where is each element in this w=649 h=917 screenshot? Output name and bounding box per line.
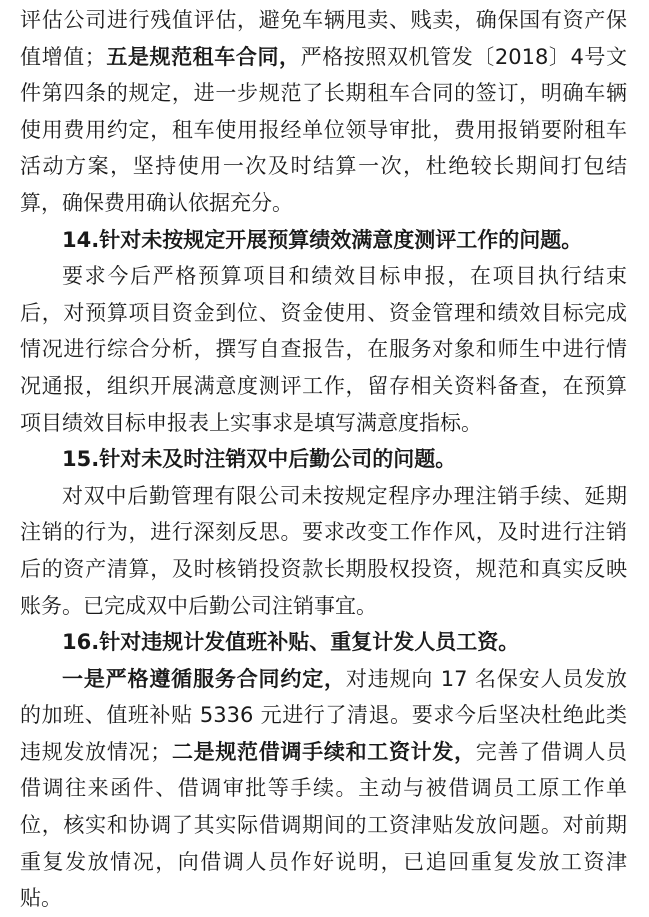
- paragraph-continued: [20, 2, 627, 222]
- section-heading-16: 16.针对违规计发值班补贴、重复计发人员工资。: [62, 630, 520, 655]
- bold-lead-phrase: 二是规范借调手续和工资计发，: [171, 739, 476, 764]
- paragraph-text: 评估公司进行残值评估，避免车辆甩卖、贱卖，确保国有资产保值增值；: [20, 8, 627, 69]
- section-heading-14: 14.针对未按规定开展预算绩效满意度测评工作的问题。: [62, 227, 583, 252]
- paragraph-16: [20, 661, 627, 917]
- paragraph-text: 严格按照双机管发〔2018〕4号文件第四条的规定，进一步规范了长期租车合同的签订，明确车辆使用费用约定，租车使用报经单位领导审批，费用报销要附租车活动方案，坚持使用一次及时结算一次，杜绝较长期间打包结算，确保费用确认依据充分。: [20, 44, 628, 215]
- bold-lead-phrase: 一是严格遵循服务合同约定，: [62, 666, 346, 691]
- paragraph-14: 要求今后严格预算项目和绩效目标申报，在项目执行结束后，对预算项目资金到位、资金使用、资金管理和绩效目标完成情况进行综合分析，撰写自查报告，在服务对象和师生中进行情况通报，组织开展满意度测评工作，留存相关资料备查，在预算项目绩效目标申报表上实事求是填写满意度指标。: [20, 264, 627, 435]
- paragraph-text: 对违规向 17 名保安人员发放的加班、值班补贴 5336 元进行了清退。要求今后坚决杜绝此类违规发放情况；: [20, 666, 628, 764]
- paragraph-15: 对双中后勤管理有限公司未按规定程序办理注销手续、延期注销的行为，进行深刻反思。要求改变工作作风，及时进行注销后的资产清算，及时核销投资款长期股权投资，规范和真实反映账务。已完成双中后勤公司注销事宜。: [20, 483, 627, 618]
- paragraph-text: 完善了借调人员借调往来函件、借调审批等手续。主动与被借调员工原工作单位，核实和协调了其实际借调期间的工资津贴发放问题。对前期重复发放情况，向借调人员作好说明，已追回重复发放工资津贴。: [20, 739, 628, 911]
- section-heading-15: 15.针对未及时注销双中后勤公司的问题。: [62, 447, 457, 472]
- bold-lead-phrase: 五是规范租车合同，: [105, 44, 301, 69]
